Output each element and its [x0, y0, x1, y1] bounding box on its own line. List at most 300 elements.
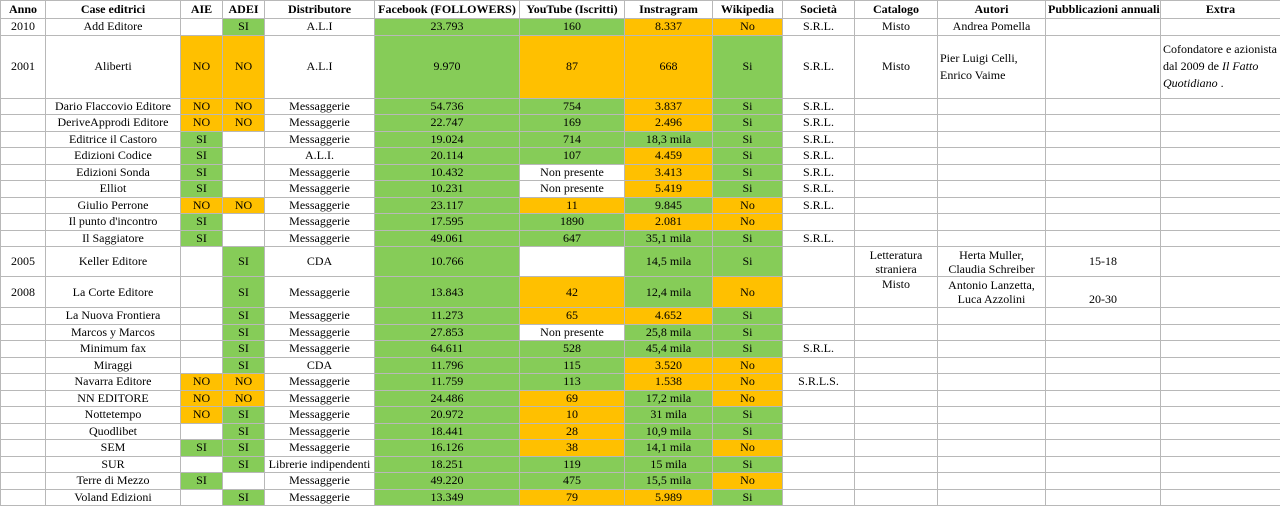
cell-soc — [783, 214, 855, 231]
cell-extra — [1161, 19, 1280, 36]
header-autori: Autori — [938, 1, 1046, 19]
cell-dist: Messaggerie — [265, 440, 375, 457]
cell-ig: 25,8 mila — [625, 324, 713, 341]
cell-adei: SI — [223, 440, 265, 457]
cell-ig: 14,5 mila — [625, 247, 713, 277]
cell-anno — [1, 423, 46, 440]
cell-extra — [1161, 407, 1280, 424]
cell-fb: 64.611 — [375, 341, 520, 358]
cell-soc: S.R.L. — [783, 164, 855, 181]
cell-pub: 20-30 — [1046, 277, 1161, 308]
cell-wiki: No — [713, 357, 783, 374]
cell-wiki: Si — [713, 164, 783, 181]
cell-anno — [1, 115, 46, 132]
cell-dist: Messaggerie — [265, 214, 375, 231]
cell-name: Edizioni Sonda — [46, 164, 181, 181]
cell-fb: 9.970 — [375, 35, 520, 98]
cell-soc — [783, 440, 855, 457]
cell-pub — [1046, 374, 1161, 391]
table-row — [1, 214, 1280, 231]
cell-adei — [223, 214, 265, 231]
cell-dist: Messaggerie — [265, 164, 375, 181]
table-row — [1, 324, 1280, 341]
cell-soc — [783, 277, 855, 308]
cell-extra — [1161, 390, 1280, 407]
cell-aie — [181, 341, 223, 358]
cell-extra — [1161, 115, 1280, 132]
table-row — [1, 247, 1280, 277]
cell-extra — [1161, 357, 1280, 374]
cell-extra — [1161, 181, 1280, 198]
cell-wiki: Si — [713, 247, 783, 277]
cell-wiki: No — [713, 374, 783, 391]
cell-extra — [1161, 148, 1280, 165]
cell-anno — [1, 390, 46, 407]
cell-pub — [1046, 164, 1161, 181]
table-row — [1, 115, 1280, 132]
cell-soc: S.R.L. — [783, 181, 855, 198]
cell-yt: 647 — [520, 230, 625, 247]
cell-name: Nottetempo — [46, 407, 181, 424]
header-anno: Anno — [1, 1, 46, 19]
cell-yt — [520, 247, 625, 277]
cell-extra — [1161, 440, 1280, 457]
cell-ig: 3.413 — [625, 164, 713, 181]
cell-cat — [855, 98, 938, 115]
cell-aut — [938, 407, 1046, 424]
cell-soc — [783, 407, 855, 424]
cell-ig: 2.496 — [625, 115, 713, 132]
cell-ig: 4.652 — [625, 308, 713, 325]
header-distributore: Distributore — [265, 1, 375, 19]
cell-name: Quodlibet — [46, 423, 181, 440]
header-aie: AIE — [181, 1, 223, 19]
cell-dist: A.L.I — [265, 19, 375, 36]
cell-aut — [938, 456, 1046, 473]
cell-aie — [181, 277, 223, 308]
header-societa: Società — [783, 1, 855, 19]
cell-cat — [855, 131, 938, 148]
header-catalogo: Catalogo — [855, 1, 938, 19]
header-wikipedia: Wikipedia — [713, 1, 783, 19]
cell-soc: S.R.L. — [783, 35, 855, 98]
cell-extra — [1161, 98, 1280, 115]
cell-adei: SI — [223, 423, 265, 440]
cell-anno: 2001 — [1, 35, 46, 98]
cell-aut — [938, 390, 1046, 407]
cell-aie — [181, 423, 223, 440]
cell-adei: NO — [223, 98, 265, 115]
header-adei: ADEI — [223, 1, 265, 19]
table-row — [1, 390, 1280, 407]
extra-newspaper: Il Fatto Quotidiano — [1163, 59, 1259, 90]
cell-extra — [1161, 374, 1280, 391]
cell-ig: 2.081 — [625, 214, 713, 231]
cell-yt: 38 — [520, 440, 625, 457]
cell-aie: SI — [181, 473, 223, 490]
cell-ig: 3.837 — [625, 98, 713, 115]
cell-fb: 13.843 — [375, 277, 520, 308]
cell-adei: NO — [223, 390, 265, 407]
cell-wiki: Si — [713, 98, 783, 115]
cell-aut — [938, 148, 1046, 165]
cell-aie: NO — [181, 98, 223, 115]
cell-yt: 714 — [520, 131, 625, 148]
cell-fb: 20.114 — [375, 148, 520, 165]
cell-adei — [223, 131, 265, 148]
cell-fb: 22.747 — [375, 115, 520, 132]
cell-aut: Pier Luigi Celli, Enrico Vaime — [938, 35, 1046, 98]
cell-name: Miraggi — [46, 357, 181, 374]
cell-fb: 18.251 — [375, 456, 520, 473]
cell-fb: 20.972 — [375, 407, 520, 424]
cell-cat — [855, 214, 938, 231]
cell-aie — [181, 456, 223, 473]
cell-dist: Librerie indipendenti — [265, 456, 375, 473]
cell-name: DeriveApprodi Editore — [46, 115, 181, 132]
cell-pub — [1046, 35, 1161, 98]
cell-ig: 8.337 — [625, 19, 713, 36]
cell-aie: NO — [181, 115, 223, 132]
cell-aie: SI — [181, 440, 223, 457]
cell-yt: 28 — [520, 423, 625, 440]
cell-adei: SI — [223, 277, 265, 308]
cell-anno — [1, 407, 46, 424]
cell-aut — [938, 131, 1046, 148]
table-row — [1, 374, 1280, 391]
cell-aie — [181, 19, 223, 36]
cell-cat: Misto — [855, 35, 938, 98]
table-row — [1, 98, 1280, 115]
cell-aut: Andrea Pomella — [938, 19, 1046, 36]
cell-dist: A.L.I. — [265, 148, 375, 165]
cell-ig: 1.538 — [625, 374, 713, 391]
cell-aie: SI — [181, 148, 223, 165]
cell-pub — [1046, 98, 1161, 115]
cell-name: La Nuova Frontiera — [46, 308, 181, 325]
extra-tail: . — [1217, 76, 1224, 90]
cell-ig: 18,3 mila — [625, 131, 713, 148]
cell-extra — [1161, 456, 1280, 473]
cell-adei — [223, 164, 265, 181]
cell-adei: SI — [223, 357, 265, 374]
cell-cat — [855, 473, 938, 490]
cell-cat: Misto — [855, 19, 938, 36]
cell-adei: SI — [223, 19, 265, 36]
cell-dist: Messaggerie — [265, 98, 375, 115]
cell-yt: 10 — [520, 407, 625, 424]
cell-anno — [1, 214, 46, 231]
cell-soc — [783, 489, 855, 506]
cell-pub — [1046, 473, 1161, 490]
cell-fb: 24.486 — [375, 390, 520, 407]
cell-name: Elliot — [46, 181, 181, 198]
cell-yt: 1890 — [520, 214, 625, 231]
cell-wiki: No — [713, 277, 783, 308]
table-row — [1, 164, 1280, 181]
cell-cat: Letteratura straniera — [855, 247, 938, 277]
cell-adei: NO — [223, 115, 265, 132]
cell-dist: Messaggerie — [265, 308, 375, 325]
cell-adei: SI — [223, 308, 265, 325]
cell-aie — [181, 324, 223, 341]
table-row — [1, 473, 1280, 490]
cell-aut — [938, 230, 1046, 247]
cell-dist: Messaggerie — [265, 374, 375, 391]
cell-pub — [1046, 131, 1161, 148]
cell-ig: 5.419 — [625, 181, 713, 198]
cell-aut — [938, 440, 1046, 457]
cell-pub — [1046, 19, 1161, 36]
cell-name: Il Saggiatore — [46, 230, 181, 247]
cell-wiki: Si — [713, 308, 783, 325]
cell-ig: 5.989 — [625, 489, 713, 506]
cell-anno — [1, 131, 46, 148]
cell-name: Navarra Editore — [46, 374, 181, 391]
cell-dist: Messaggerie — [265, 489, 375, 506]
cell-cat — [855, 374, 938, 391]
cell-ig: 668 — [625, 35, 713, 98]
table-row — [1, 456, 1280, 473]
extra-text: Cofondatore e azionista dal 2009 de — [1163, 42, 1277, 73]
cell-yt: 107 — [520, 148, 625, 165]
table-row — [1, 19, 1280, 36]
cell-wiki: Si — [713, 230, 783, 247]
table-row — [1, 440, 1280, 457]
table-row — [1, 341, 1280, 358]
cell-soc — [783, 308, 855, 325]
cell-fb: 17.595 — [375, 214, 520, 231]
cell-yt: 42 — [520, 277, 625, 308]
cell-cat — [855, 456, 938, 473]
cell-cat — [855, 407, 938, 424]
cell-fb: 11.759 — [375, 374, 520, 391]
cell-anno — [1, 324, 46, 341]
cell-anno — [1, 456, 46, 473]
cell-wiki: Si — [713, 131, 783, 148]
cell-aut: Antonio Lanzetta, Luca Azzolini — [938, 277, 1046, 308]
cell-dist: Messaggerie — [265, 407, 375, 424]
cell-extra — [1161, 214, 1280, 231]
cell-name: Aliberti — [46, 35, 181, 98]
cell-fb: 11.796 — [375, 357, 520, 374]
cell-anno: 2008 — [1, 277, 46, 308]
cell-extra — [1161, 473, 1280, 490]
cell-fb: 54.736 — [375, 98, 520, 115]
cell-pub — [1046, 341, 1161, 358]
cell-extra — [1161, 277, 1280, 308]
cell-name: Voland Edizioni — [46, 489, 181, 506]
cell-yt: 160 — [520, 19, 625, 36]
cell-aie: NO — [181, 197, 223, 214]
cell-fb: 11.273 — [375, 308, 520, 325]
cell-pub — [1046, 115, 1161, 132]
cell-yt: 69 — [520, 390, 625, 407]
cell-anno — [1, 489, 46, 506]
cell-wiki: Si — [713, 423, 783, 440]
cell-yt: 11 — [520, 197, 625, 214]
cell-adei: SI — [223, 456, 265, 473]
cell-cat — [855, 230, 938, 247]
cell-name: La Corte Editore — [46, 277, 181, 308]
cell-soc: S.R.L. — [783, 148, 855, 165]
header-extra: Extra — [1161, 1, 1280, 19]
cell-aut — [938, 473, 1046, 490]
cell-name: Giulio Perrone — [46, 197, 181, 214]
cell-adei: NO — [223, 197, 265, 214]
cell-adei — [223, 148, 265, 165]
cell-ig: 14,1 mila — [625, 440, 713, 457]
cell-ig: 3.520 — [625, 357, 713, 374]
cell-pub: 15-18 — [1046, 247, 1161, 277]
cell-yt: Non presente — [520, 181, 625, 198]
cell-dist: Messaggerie — [265, 181, 375, 198]
cell-name: Il punto d'incontro — [46, 214, 181, 231]
cell-anno — [1, 473, 46, 490]
cell-anno — [1, 148, 46, 165]
cell-aut — [938, 308, 1046, 325]
cell-name: SUR — [46, 456, 181, 473]
cell-soc — [783, 423, 855, 440]
cell-soc — [783, 324, 855, 341]
cell-name: NN EDITORE — [46, 390, 181, 407]
cell-ig: 31 mila — [625, 407, 713, 424]
cell-extra — [1161, 489, 1280, 506]
cell-cat — [855, 357, 938, 374]
cell-yt: 65 — [520, 308, 625, 325]
cell-ig: 45,4 mila — [625, 341, 713, 358]
cell-soc: S.R.L. — [783, 230, 855, 247]
cell-adei: SI — [223, 407, 265, 424]
cell-anno — [1, 181, 46, 198]
cell-soc — [783, 473, 855, 490]
header-facebook: Facebook (FOLLOWERS) — [375, 1, 520, 19]
header-case-editrici: Case editrici — [46, 1, 181, 19]
cell-fb: 16.126 — [375, 440, 520, 457]
cell-wiki: Si — [713, 148, 783, 165]
cell-soc: S.R.L. — [783, 131, 855, 148]
cell-aie: SI — [181, 230, 223, 247]
cell-dist: CDA — [265, 357, 375, 374]
cell-dist: Messaggerie — [265, 230, 375, 247]
table-row — [1, 277, 1280, 308]
cell-pub — [1046, 197, 1161, 214]
cell-yt: 169 — [520, 115, 625, 132]
cell-fb: 10.766 — [375, 247, 520, 277]
cell-aie: NO — [181, 390, 223, 407]
cell-extra — [1161, 341, 1280, 358]
cell-extra — [1161, 247, 1280, 277]
cell-wiki: Si — [713, 489, 783, 506]
cell-anno — [1, 440, 46, 457]
table-row — [1, 308, 1280, 325]
cell-cat — [855, 148, 938, 165]
cell-anno — [1, 197, 46, 214]
cell-wiki: Si — [713, 115, 783, 132]
cell-extra — [1161, 230, 1280, 247]
table-row — [1, 131, 1280, 148]
cell-fb: 49.061 — [375, 230, 520, 247]
cell-yt: 115 — [520, 357, 625, 374]
cell-pub — [1046, 214, 1161, 231]
cell-wiki: Si — [713, 407, 783, 424]
cell-adei: NO — [223, 35, 265, 98]
cell-ig: 35,1 mila — [625, 230, 713, 247]
cell-ig: 4.459 — [625, 148, 713, 165]
cell-fb: 49.220 — [375, 473, 520, 490]
cell-cat — [855, 341, 938, 358]
cell-yt: 113 — [520, 374, 625, 391]
cell-yt: 475 — [520, 473, 625, 490]
cell-soc — [783, 247, 855, 277]
cell-adei: SI — [223, 324, 265, 341]
cell-aie: NO — [181, 35, 223, 98]
cell-wiki: No — [713, 473, 783, 490]
table-row — [1, 230, 1280, 247]
cell-fb: 23.793 — [375, 19, 520, 36]
table-row — [1, 197, 1280, 214]
cell-dist: Messaggerie — [265, 423, 375, 440]
cell-yt: 79 — [520, 489, 625, 506]
cell-anno — [1, 230, 46, 247]
cell-yt: 754 — [520, 98, 625, 115]
table-row — [1, 181, 1280, 198]
cell-fb: 13.349 — [375, 489, 520, 506]
cell-ig: 9.845 — [625, 197, 713, 214]
cell-anno — [1, 374, 46, 391]
cell-fb: 18.441 — [375, 423, 520, 440]
cell-cat — [855, 164, 938, 181]
cell-wiki: No — [713, 440, 783, 457]
cell-yt: 87 — [520, 35, 625, 98]
table-row — [1, 357, 1280, 374]
cell-adei: SI — [223, 341, 265, 358]
cell-wiki: No — [713, 197, 783, 214]
cell-aie: SI — [181, 164, 223, 181]
cell-aut — [938, 197, 1046, 214]
cell-adei: SI — [223, 247, 265, 277]
cell-cat — [855, 115, 938, 132]
header-youtube: YouTube (Iscritti) — [520, 1, 625, 19]
cell-fb: 10.432 — [375, 164, 520, 181]
cell-soc: S.R.L. — [783, 115, 855, 132]
cell-dist: Messaggerie — [265, 341, 375, 358]
cell-pub — [1046, 308, 1161, 325]
cell-name: Add Editore — [46, 19, 181, 36]
cell-adei — [223, 473, 265, 490]
header-instagram: Instragram — [625, 1, 713, 19]
cell-anno — [1, 308, 46, 325]
cell-ig: 15 mila — [625, 456, 713, 473]
cell-extra — [1161, 164, 1280, 181]
cell-extra — [1161, 131, 1280, 148]
cell-aie: SI — [181, 214, 223, 231]
cell-anno — [1, 164, 46, 181]
table-row — [1, 148, 1280, 165]
cell-fb: 19.024 — [375, 131, 520, 148]
cell-aie — [181, 489, 223, 506]
cell-dist: Messaggerie — [265, 131, 375, 148]
cell-fb: 10.231 — [375, 181, 520, 198]
cell-dist: Messaggerie — [265, 115, 375, 132]
cell-yt: Non presente — [520, 324, 625, 341]
cell-adei: NO — [223, 374, 265, 391]
cell-pub — [1046, 324, 1161, 341]
cell-extra — [1161, 423, 1280, 440]
cell-aut — [938, 423, 1046, 440]
cell-name: Editrice il Castoro — [46, 131, 181, 148]
cell-aut — [938, 181, 1046, 198]
